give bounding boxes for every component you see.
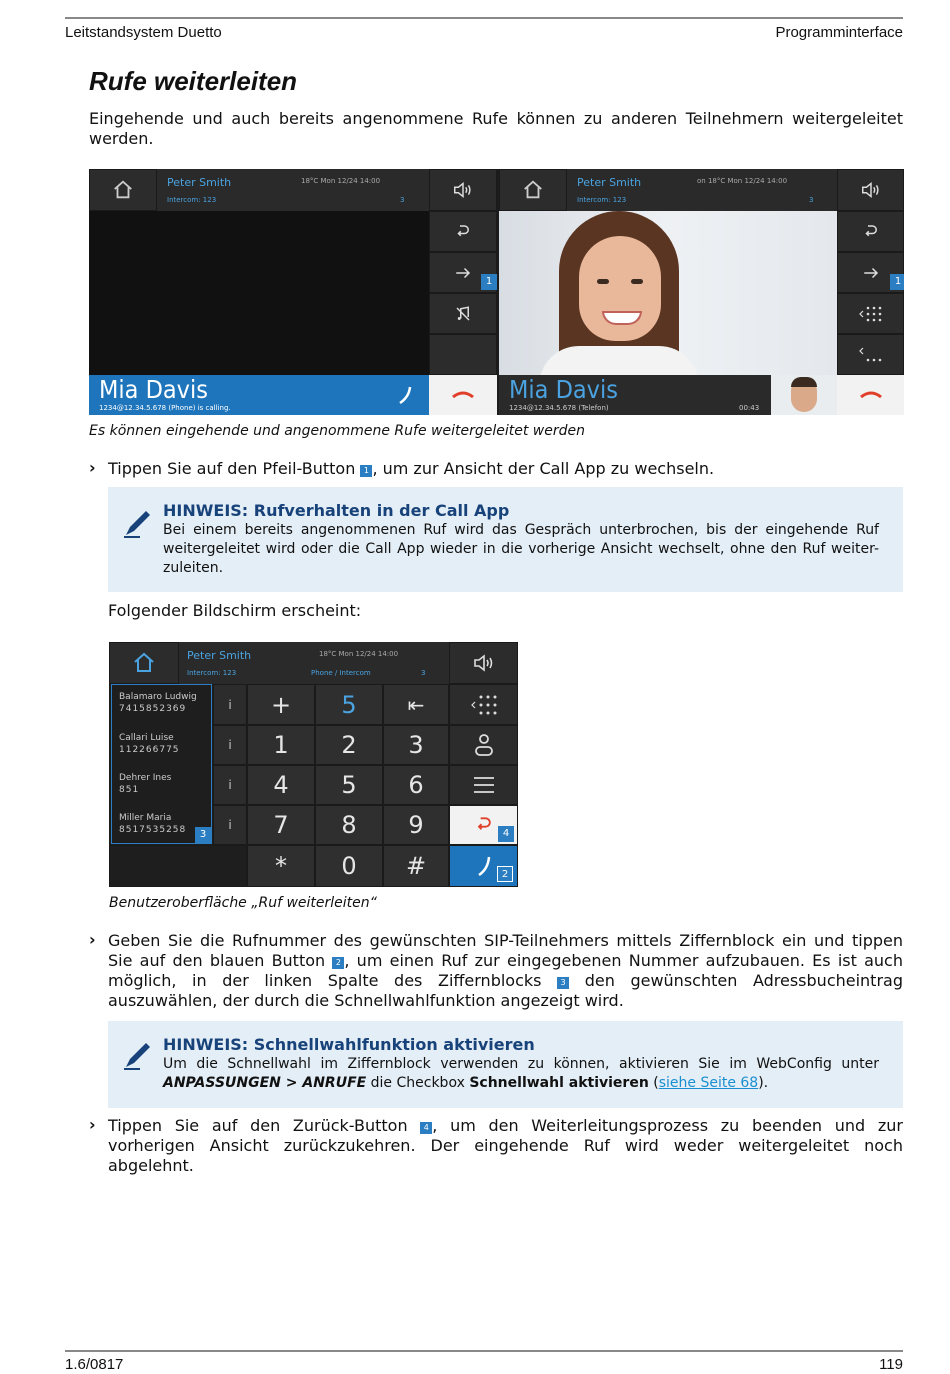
- title-bar: [567, 169, 837, 211]
- pencil-icon: [122, 1039, 154, 1071]
- keypad-star[interactable]: *: [247, 845, 315, 887]
- contact-info-button[interactable]: i: [213, 684, 247, 725]
- keypad-3[interactable]: 3: [383, 725, 449, 765]
- pencil-icon: [122, 507, 154, 539]
- marker-1: 1: [481, 274, 497, 290]
- note-body: Um die Schnellwahl im Ziffernblock verwenden zu können, aktivieren Sie im WebConfig unter ANPASSUNGEN > ANRUFE die Checkbox Schnellwahl aktivieren (siehe Seite 68).: [163, 1056, 879, 1091]
- mode-label: Phone / Intercom: [311, 669, 371, 677]
- note-speed-dial: [108, 1021, 903, 1108]
- caption-2: Benutzeroberfläche „Ruf weiterleiten“: [109, 895, 377, 911]
- note-body: Bei einem bereits angenommenen Ruf wird das Gespräch unterbrochen, bis der eingehende Ruf weitergeleitet wird oder die Call App wieder in die vorherige Ansicht wechselt, ohne den Ruf weiter-zuleiten.: [163, 522, 879, 576]
- page-title: Rufe weiterleiten: [89, 66, 298, 96]
- keypad-9[interactable]: 9: [383, 805, 449, 845]
- title-bar: [179, 642, 449, 684]
- forward-call-screenshot: [109, 642, 518, 887]
- redirect-icon[interactable]: [429, 211, 497, 252]
- note-call-behaviour: [108, 487, 903, 592]
- note-title: HINWEIS: Rufverhalten in der Call App: [163, 501, 510, 520]
- marker-2: 2: [497, 866, 513, 882]
- keypad-8[interactable]: 8: [315, 805, 383, 845]
- contact-item[interactable]: Dehrer Ines 851: [119, 773, 172, 795]
- bullet-arrow-icon: ›: [89, 930, 96, 949]
- more-options-icon[interactable]: [837, 334, 904, 375]
- header-left: Leitstandsystem Duetto: [65, 24, 222, 41]
- footer-rule: [65, 1350, 903, 1352]
- intercom-label: Intercom: 123: [167, 196, 217, 204]
- status-info: on 18°C Mon 12/24 14:00: [697, 177, 788, 185]
- header-rule: [65, 17, 903, 19]
- contact-item[interactable]: Miller Maria 8517535258: [119, 813, 187, 835]
- empty-tile: [429, 334, 497, 375]
- callee-name: Mia Davis: [99, 375, 208, 404]
- page-number: 119: [879, 1356, 903, 1373]
- keypad-7[interactable]: 7: [247, 805, 315, 845]
- caller-name: Peter Smith: [577, 176, 642, 189]
- caller-name: Peter Smith: [187, 649, 252, 662]
- intercom-label: Intercom: 123: [187, 669, 237, 677]
- decline-call-button[interactable]: [837, 375, 904, 415]
- home-icon[interactable]: [499, 169, 567, 211]
- callee-sub: 1234@12.34.5.678 (Telefon): [509, 404, 609, 412]
- contact-info-button[interactable]: i: [213, 725, 247, 765]
- hangup-icon: [859, 389, 883, 401]
- checkbox-label: Schnellwahl aktivieren: [469, 1075, 649, 1091]
- marker-2: 2: [332, 957, 344, 969]
- info-count: 3: [400, 196, 405, 204]
- keypad-display: 5: [315, 684, 383, 725]
- marker-3: 3: [195, 827, 211, 843]
- callee-sub: 1234@12.34.5.678 (Phone) is calling.: [99, 404, 231, 412]
- keypad-0[interactable]: 0: [315, 845, 383, 887]
- step-2: Geben Sie die Rufnummer des gewünschten SIP-Teilnehmers mittels Ziffernblock ein und tippen Sie auf den blauen Button 2 , um einen Ruf zur eingegebenen Nummer aufzubauen. Es ist auch möglich, in der linken Spalte des Ziffernblocks 3 den gewünschten Adressbucheintrag auszuwählen, der durch die Schnellwahlfunktion angezeigt wird.: [108, 931, 903, 1010]
- home-icon[interactable]: [109, 642, 179, 684]
- empty-tile: [109, 845, 247, 887]
- following-text: Folgender Bildschirm erscheint:: [108, 601, 362, 620]
- keypad-hash[interactable]: #: [383, 845, 449, 887]
- dialpad-icon[interactable]: [449, 684, 518, 725]
- contact-info-button[interactable]: i: [213, 805, 247, 845]
- contact-item[interactable]: Callari Luise 112266775: [119, 733, 180, 755]
- mute-ringtone-icon[interactable]: [429, 293, 497, 334]
- footer-version: 1.6/0817: [65, 1356, 124, 1373]
- video-feed-image: [499, 211, 837, 375]
- self-view-image: [771, 375, 837, 415]
- call-timer: 00:43: [739, 404, 760, 412]
- hangup-icon: [451, 389, 475, 401]
- step-3: Tippen Sie auf den Zurück-Button 4 , um den Weiterleitungsprozess zu beenden und zur vorherigen Ansicht zurückzukehren. Der eingehende Ruf wird weder weitergeleitet noch abgelehnt.: [108, 1116, 903, 1175]
- menu-path: ANPASSUNGEN > ANRUFE: [163, 1075, 367, 1091]
- title-bar: [157, 169, 429, 211]
- speaker-icon[interactable]: [449, 642, 518, 684]
- accepted-call-panel: [499, 169, 904, 415]
- contact-item[interactable]: Balamaro Ludwig 7415852369: [119, 692, 197, 714]
- decline-call-button[interactable]: [429, 375, 497, 415]
- marker-1: 1: [360, 465, 372, 477]
- keypad-5[interactable]: 5: [315, 765, 383, 805]
- call-screenshot: [89, 169, 904, 415]
- keypad-plus[interactable]: +: [247, 684, 315, 725]
- marker-1: 1: [890, 274, 904, 290]
- intercom-label: Intercom: 123: [577, 196, 627, 204]
- home-icon[interactable]: [89, 169, 157, 211]
- active-call-bar[interactable]: [499, 375, 771, 415]
- bullet-arrow-icon: ›: [89, 458, 96, 477]
- keypad-1[interactable]: 1: [247, 725, 315, 765]
- contacts-icon[interactable]: [449, 725, 518, 765]
- menu-icon[interactable]: [449, 765, 518, 805]
- redirect-icon[interactable]: [837, 211, 904, 252]
- accept-call-icon: [397, 385, 413, 405]
- keypad-6[interactable]: 6: [383, 765, 449, 805]
- step-1: Tippen Sie auf den Pfeil-Button 1 , um zur Ansicht der Call App zu wechseln.: [108, 459, 715, 478]
- keypad-4[interactable]: 4: [247, 765, 315, 805]
- caption-1: Es können eingehende und angenommene Rufe weitergeleitet werden: [89, 423, 585, 439]
- dialpad-icon[interactable]: [837, 293, 904, 334]
- video-area: [89, 211, 429, 375]
- info-count: 3: [421, 669, 426, 677]
- header-right: Programminterface: [775, 24, 903, 41]
- status-info: 18°C Mon 12/24 14:00: [319, 650, 399, 658]
- incoming-call-panel: [89, 169, 497, 415]
- backspace-button[interactable]: ⇤: [383, 684, 449, 725]
- bullet-arrow-icon: ›: [89, 1115, 96, 1134]
- intro-paragraph: Eingehende und auch bereits angenommene Rufe können zu anderen Teilnehmern weitergeleitet werden.: [89, 109, 903, 148]
- marker-4: 4: [498, 826, 514, 842]
- marker-3: 3: [557, 977, 569, 989]
- status-info: 18°C Mon 12/24 14:00: [301, 177, 381, 185]
- caller-name: Peter Smith: [167, 176, 232, 189]
- speaker-icon[interactable]: [429, 169, 497, 211]
- contact-info-button[interactable]: i: [213, 765, 247, 805]
- note-title: HINWEIS: Schnellwahlfunktion aktivieren: [163, 1035, 535, 1054]
- speaker-icon[interactable]: [837, 169, 904, 211]
- callee-name: Mia Davis: [509, 375, 618, 404]
- incoming-call-bar[interactable]: [89, 375, 429, 415]
- page-link[interactable]: siehe Seite 68: [658, 1075, 759, 1091]
- keypad-2[interactable]: 2: [315, 725, 383, 765]
- marker-4: 4: [420, 1122, 432, 1134]
- info-count: 3: [809, 196, 814, 204]
